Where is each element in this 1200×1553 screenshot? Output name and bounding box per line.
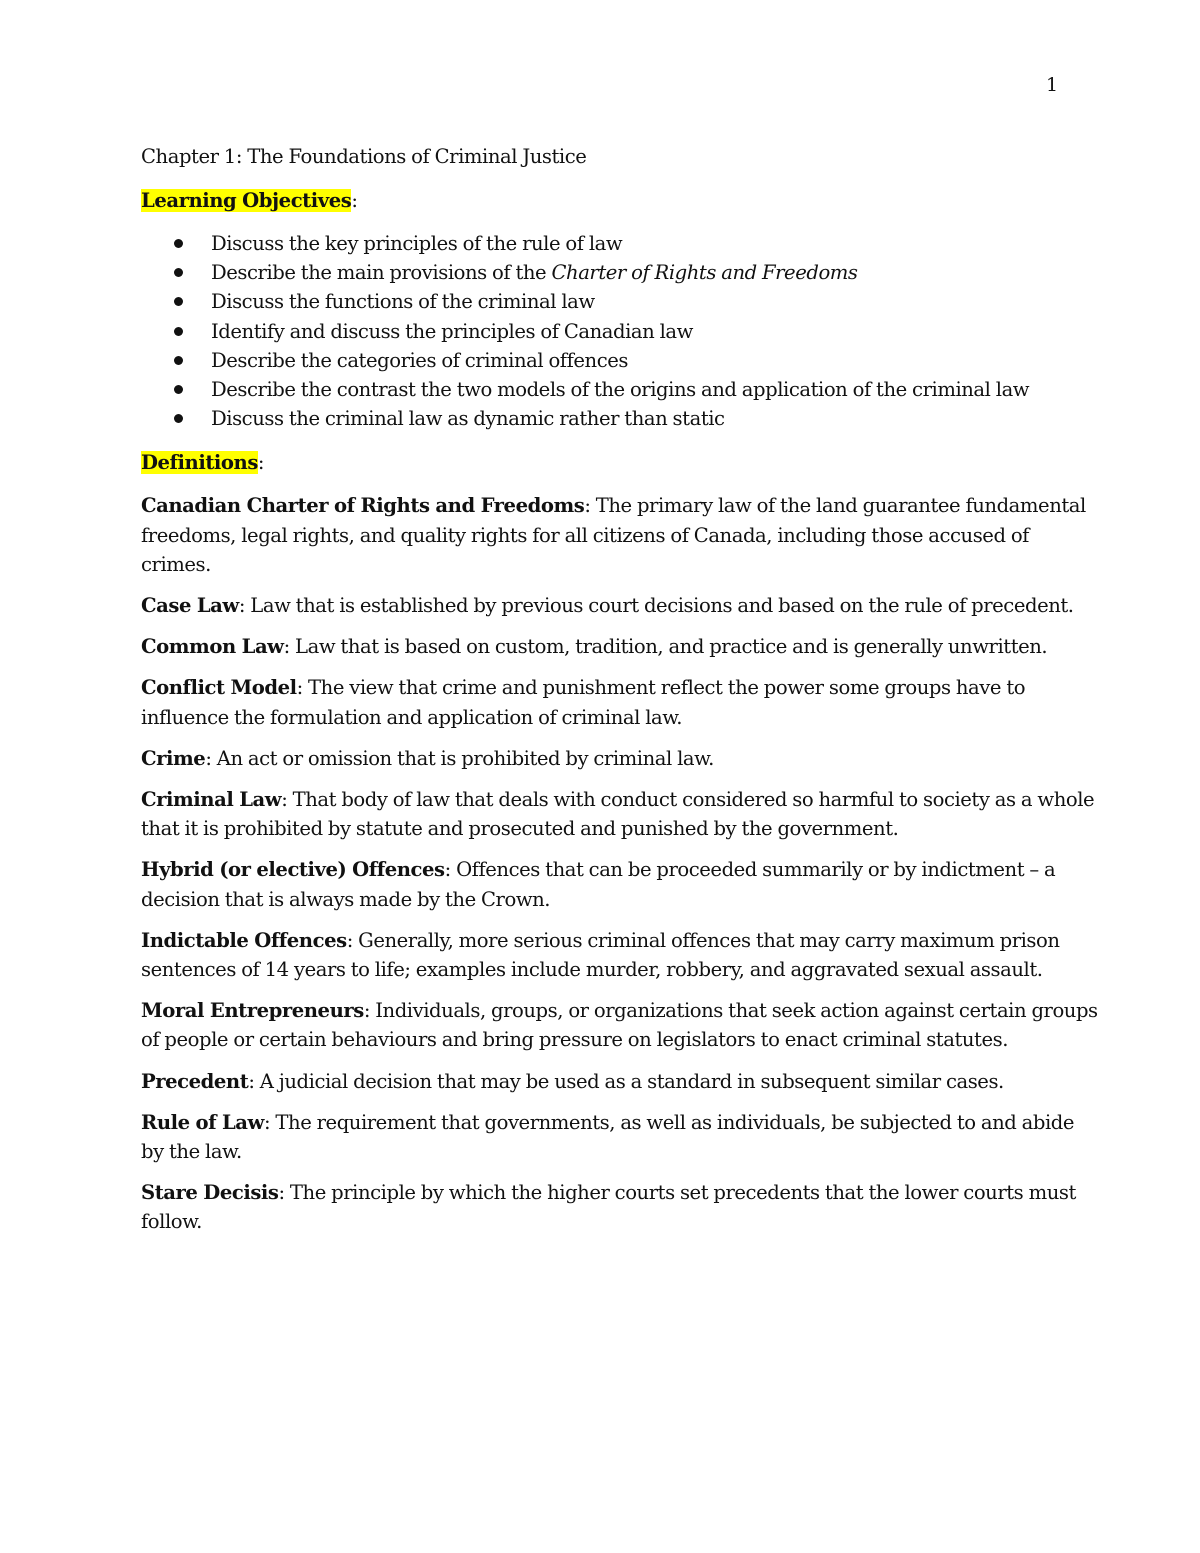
- definition-text: : The view that crime and punishment reflect the power some groups have to influence the formulation and application of criminal law.: [141, 676, 1026, 729]
- definition-text: : Law that is based on custom, tradition, and practice and is generally unwritten.: [283, 635, 1048, 659]
- definition-text: : The requirement that governments, as well as individuals, be subjected to and abide by the law.: [141, 1110, 1075, 1164]
- definition-entry: [141, 673, 1101, 731]
- definition-entry: [141, 591, 1101, 620]
- objective-italic-text: Charter of Rights and Freedoms: [551, 261, 858, 285]
- definition-term: Case Law: [141, 594, 239, 618]
- objective-item: [141, 346, 1101, 375]
- objective-item: [141, 317, 1101, 346]
- definition-entry: [141, 491, 1101, 579]
- definition-term: Criminal Law: [141, 788, 282, 812]
- definition-text: : Generally, more serious criminal offences that may carry maximum prison sentences of 14 years to life; examples include murder, robbery, and aggravated sexual assault.: [141, 928, 1060, 982]
- definition-text: : Offences that can be proceeded summarily or by indictment – a decision that is always made by the Crown.: [141, 858, 1056, 911]
- definition-entry: [141, 1178, 1101, 1236]
- learning-objectives-label: Learning Objectives: [141, 189, 352, 212]
- bullet-icon: [174, 356, 183, 365]
- definition-term: Moral Entrepreneurs: [141, 999, 364, 1023]
- definition-entry: [141, 1108, 1101, 1166]
- bullet-icon: [174, 239, 183, 248]
- objective-text: Describe the contrast the two models of the origins and application of the criminal law: [211, 378, 1030, 402]
- objective-text: Discuss the functions of the criminal law: [211, 290, 595, 314]
- definition-entry: [141, 926, 1101, 984]
- objective-item: [141, 229, 1101, 258]
- definition-term: Hybrid (or elective) Offences: [141, 858, 445, 882]
- definitions-label: Definitions: [141, 451, 258, 475]
- definition-term: Indictable Offences: [141, 928, 347, 952]
- objective-text: Identify and discuss the principles of Canadian law: [211, 319, 693, 343]
- document-body: [141, 140, 1101, 1237]
- bullet-icon: [174, 327, 183, 336]
- definition-text: : Law that is established by previous court decisions and based on the rule of precedent.: [238, 594, 1074, 618]
- objective-text: Discuss the criminal law as dynamic rather than static: [211, 407, 725, 431]
- objective-item: [141, 258, 1101, 287]
- definitions-heading: [141, 447, 1101, 479]
- definition-entry: [141, 996, 1101, 1054]
- bullet-icon: [174, 297, 183, 306]
- definition-entry: [141, 632, 1101, 661]
- definition-text: : The primary law of the land guarantee fundamental freedoms, legal rights, and quality rights for all citizens of Canada, including those accused of crimes.: [141, 494, 1086, 576]
- objective-item: [141, 287, 1101, 316]
- objective-text: Discuss the key principles of the rule of law: [211, 232, 623, 255]
- definition-term: Canadian Charter of Rights and Freedoms: [141, 494, 585, 518]
- heading-colon: :: [257, 451, 265, 475]
- definition-text: : The principle by which the higher courts set precedents that the lower courts must follow.: [141, 1181, 1076, 1234]
- definition-term: Conflict Model: [141, 676, 297, 700]
- objective-text: Describe the main provisions of the: [211, 261, 552, 285]
- definition-entry: [141, 1067, 1101, 1096]
- definition-term: Crime: [141, 746, 206, 770]
- heading-colon: :: [351, 189, 358, 212]
- definition-entry: [141, 855, 1101, 913]
- definition-entry: [141, 744, 1101, 773]
- definition-term: Precedent: [141, 1069, 249, 1093]
- bullet-icon: [174, 414, 183, 423]
- learning-objectives-list: [141, 229, 1101, 433]
- definition-text: : Individuals, groups, or organizations that seek action against certain groups of people or certain behaviours and bring pressure on legislators to enact criminal statutes.: [141, 999, 1098, 1052]
- objective-text: Describe the categories of criminal offences: [211, 348, 628, 372]
- page-number: 1: [1046, 74, 1058, 96]
- bullet-icon: [174, 385, 183, 394]
- definition-entry: [141, 785, 1101, 843]
- chapter-title: Chapter 1: The Foundations of Criminal Justice: [141, 145, 587, 168]
- objective-item: [141, 404, 1101, 433]
- definition-term: Rule of Law: [141, 1110, 264, 1134]
- definition-term: Common Law: [141, 635, 284, 659]
- objective-item: [141, 375, 1101, 404]
- definition-text: : That body of law that deals with conduct considered so harmful to society as a whole that it is prohibited by statute and prosecuted and punished by the government.: [141, 788, 1095, 841]
- definition-text: : A judicial decision that may be used as a standard in subsequent similar cases.: [248, 1069, 1004, 1093]
- learning-objectives-heading: [141, 185, 1101, 217]
- definition-term: Stare Decisis: [141, 1181, 279, 1205]
- bullet-icon: [174, 268, 183, 277]
- definition-text: : An act or omission that is prohibited by criminal law.: [205, 746, 714, 770]
